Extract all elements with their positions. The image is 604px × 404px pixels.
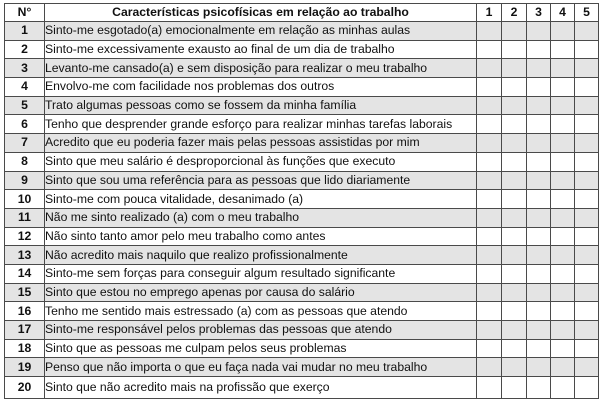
item-number: 20 (5, 377, 45, 399)
score-cell-5[interactable] (575, 302, 599, 321)
score-cell-3[interactable] (527, 246, 551, 265)
score-cell-3[interactable] (527, 115, 551, 134)
score-cell-3[interactable] (527, 377, 551, 399)
score-cell-3[interactable] (527, 171, 551, 190)
item-statement: Sinto que estou no emprego apenas por causa do salário (45, 283, 477, 302)
score-cell-3[interactable] (527, 22, 551, 41)
score-cell-5[interactable] (575, 264, 599, 283)
item-number: 12 (5, 227, 45, 246)
table-row (5, 96, 599, 115)
score-cell-3[interactable] (527, 227, 551, 246)
item-number: 16 (5, 302, 45, 321)
item-statement: Não acredito mais naquilo que realizo profissionalmente (45, 246, 477, 265)
item-number: 8 (5, 152, 45, 171)
item-number: 4 (5, 78, 45, 97)
score-cell-1[interactable] (477, 246, 502, 265)
score-cell-2[interactable] (502, 190, 527, 209)
score-cell-2[interactable] (502, 152, 527, 171)
table-row (5, 78, 599, 97)
item-number: 15 (5, 283, 45, 302)
header-scale-5: 5 (575, 4, 599, 22)
item-statement: Tenho que desprender grande esforço para realizar minhas tarefas laborais (45, 115, 477, 134)
score-cell-1[interactable] (477, 96, 502, 115)
score-cell-5[interactable] (575, 358, 599, 377)
score-cell-1[interactable] (477, 377, 502, 399)
score-cell-3[interactable] (527, 321, 551, 340)
survey-body (5, 22, 599, 399)
score-cell-2[interactable] (502, 377, 527, 399)
table-row (5, 22, 599, 41)
score-cell-3[interactable] (527, 264, 551, 283)
score-cell-4[interactable] (551, 96, 575, 115)
table-row (5, 283, 599, 302)
score-cell-1[interactable] (477, 283, 502, 302)
item-statement: Sinto-me com pouca vitalidade, desanimado (a) (45, 190, 477, 209)
score-cell-3[interactable] (527, 339, 551, 358)
score-cell-3[interactable] (527, 40, 551, 59)
score-cell-2[interactable] (502, 78, 527, 97)
item-statement: Sinto que sou uma referência para as pessoas que lido diariamente (45, 171, 477, 190)
score-cell-1[interactable] (477, 152, 502, 171)
score-cell-5[interactable] (575, 227, 599, 246)
score-cell-5[interactable] (575, 59, 599, 78)
table-row (5, 208, 599, 227)
item-number: 11 (5, 208, 45, 227)
survey-table-container (4, 3, 599, 399)
score-cell-4[interactable] (551, 208, 575, 227)
score-cell-4[interactable] (551, 339, 575, 358)
score-cell-1[interactable] (477, 208, 502, 227)
header-scale-1: 1 (477, 4, 502, 22)
item-number: 9 (5, 171, 45, 190)
item-statement: Envolvo-me com facilidade nos problemas dos outros (45, 78, 477, 97)
table-row (5, 339, 599, 358)
table-row (5, 115, 599, 134)
score-cell-5[interactable] (575, 40, 599, 59)
item-number: 18 (5, 339, 45, 358)
score-cell-2[interactable] (502, 302, 527, 321)
table-row (5, 40, 599, 59)
item-number: 6 (5, 115, 45, 134)
table-row (5, 264, 599, 283)
score-cell-1[interactable] (477, 59, 502, 78)
item-statement: Sinto que meu salário é desproporcional às funções que executo (45, 152, 477, 171)
score-cell-5[interactable] (575, 171, 599, 190)
score-cell-4[interactable] (551, 190, 575, 209)
item-number: 10 (5, 190, 45, 209)
score-cell-4[interactable] (551, 321, 575, 340)
score-cell-5[interactable] (575, 152, 599, 171)
table-row (5, 171, 599, 190)
score-cell-1[interactable] (477, 171, 502, 190)
item-statement: Sinto-me sem forças para conseguir algum resultado significante (45, 264, 477, 283)
table-row (5, 358, 599, 377)
item-number: 17 (5, 321, 45, 340)
score-cell-3[interactable] (527, 152, 551, 171)
item-number: 13 (5, 246, 45, 265)
score-cell-4[interactable] (551, 358, 575, 377)
header-scale-4: 4 (551, 4, 575, 22)
score-cell-5[interactable] (575, 78, 599, 97)
item-statement: Trato algumas pessoas como se fossem da minha família (45, 96, 477, 115)
score-cell-2[interactable] (502, 227, 527, 246)
score-cell-4[interactable] (551, 78, 575, 97)
score-cell-5[interactable] (575, 283, 599, 302)
item-number: 5 (5, 96, 45, 115)
header-title: Características psicofísicas em relação ao trabalho (45, 4, 477, 22)
score-cell-2[interactable] (502, 134, 527, 153)
score-cell-4[interactable] (551, 246, 575, 265)
score-cell-2[interactable] (502, 59, 527, 78)
score-cell-1[interactable] (477, 134, 502, 153)
score-cell-3[interactable] (527, 358, 551, 377)
score-cell-4[interactable] (551, 302, 575, 321)
score-cell-5[interactable] (575, 22, 599, 41)
item-number: 19 (5, 358, 45, 377)
score-cell-1[interactable] (477, 339, 502, 358)
score-cell-3[interactable] (527, 190, 551, 209)
score-cell-2[interactable] (502, 264, 527, 283)
score-cell-2[interactable] (502, 40, 527, 59)
score-cell-4[interactable] (551, 283, 575, 302)
score-cell-4[interactable] (551, 134, 575, 153)
item-number: 2 (5, 40, 45, 59)
table-row (5, 246, 599, 265)
score-cell-2[interactable] (502, 246, 527, 265)
score-cell-1[interactable] (477, 264, 502, 283)
score-cell-5[interactable] (575, 339, 599, 358)
header-row (5, 4, 599, 22)
score-cell-3[interactable] (527, 78, 551, 97)
score-cell-5[interactable] (575, 208, 599, 227)
psychophysical-survey-table (4, 3, 599, 399)
item-statement: Sinto que não acredito mais na profissão que exerço (45, 377, 477, 399)
item-statement: Levanto-me cansado(a) e sem disposição para realizar o meu trabalho (45, 59, 477, 78)
item-statement: Sinto-me esgotado(a) emocionalmente em relação as minhas aulas (45, 22, 477, 41)
score-cell-1[interactable] (477, 358, 502, 377)
table-row (5, 134, 599, 153)
score-cell-2[interactable] (502, 22, 527, 41)
score-cell-2[interactable] (502, 358, 527, 377)
score-cell-4[interactable] (551, 115, 575, 134)
item-statement: Sinto-me excessivamente exausto ao final de um dia de trabalho (45, 40, 477, 59)
score-cell-4[interactable] (551, 227, 575, 246)
score-cell-3[interactable] (527, 283, 551, 302)
table-row (5, 302, 599, 321)
score-cell-4[interactable] (551, 152, 575, 171)
score-cell-5[interactable] (575, 321, 599, 340)
score-cell-5[interactable] (575, 115, 599, 134)
score-cell-3[interactable] (527, 302, 551, 321)
table-row (5, 227, 599, 246)
score-cell-5[interactable] (575, 96, 599, 115)
table-row (5, 321, 599, 340)
score-cell-1[interactable] (477, 302, 502, 321)
item-statement: Não me sinto realizado (a) com o meu trabalho (45, 208, 477, 227)
score-cell-4[interactable] (551, 377, 575, 399)
score-cell-2[interactable] (502, 96, 527, 115)
table-row (5, 190, 599, 209)
header-number: N° (5, 4, 45, 22)
item-number: 14 (5, 264, 45, 283)
score-cell-3[interactable] (527, 96, 551, 115)
score-cell-1[interactable] (477, 40, 502, 59)
score-cell-4[interactable] (551, 171, 575, 190)
score-cell-5[interactable] (575, 190, 599, 209)
score-cell-5[interactable] (575, 246, 599, 265)
score-cell-2[interactable] (502, 208, 527, 227)
score-cell-1[interactable] (477, 78, 502, 97)
score-cell-2[interactable] (502, 321, 527, 340)
score-cell-2[interactable] (502, 339, 527, 358)
score-cell-5[interactable] (575, 377, 599, 399)
item-number: 1 (5, 22, 45, 41)
score-cell-4[interactable] (551, 40, 575, 59)
score-cell-3[interactable] (527, 208, 551, 227)
score-cell-5[interactable] (575, 134, 599, 153)
item-number: 7 (5, 134, 45, 153)
table-row (5, 152, 599, 171)
table-row (5, 59, 599, 78)
header-scale-2: 2 (502, 4, 527, 22)
score-cell-1[interactable] (477, 190, 502, 209)
score-cell-1[interactable] (477, 115, 502, 134)
score-cell-4[interactable] (551, 59, 575, 78)
item-statement: Tenho me sentido mais estressado (a) com as pessoas que atendo (45, 302, 477, 321)
score-cell-2[interactable] (502, 115, 527, 134)
score-cell-1[interactable] (477, 22, 502, 41)
score-cell-2[interactable] (502, 283, 527, 302)
score-cell-3[interactable] (527, 59, 551, 78)
score-cell-4[interactable] (551, 264, 575, 283)
score-cell-1[interactable] (477, 227, 502, 246)
score-cell-3[interactable] (527, 134, 551, 153)
score-cell-4[interactable] (551, 22, 575, 41)
score-cell-2[interactable] (502, 171, 527, 190)
table-row (5, 377, 599, 399)
item-number: 3 (5, 59, 45, 78)
item-statement: Acredito que eu poderia fazer mais pelas pessoas assistidas por mim (45, 134, 477, 153)
score-cell-1[interactable] (477, 321, 502, 340)
item-statement: Não sinto tanto amor pelo meu trabalho como antes (45, 227, 477, 246)
item-statement: Sinto que as pessoas me culpam pelos seus problemas (45, 339, 477, 358)
item-statement: Sinto-me responsável pelos problemas das pessoas que atendo (45, 321, 477, 340)
item-statement: Penso que não importa o que eu faça nada vai mudar no meu trabalho (45, 358, 477, 377)
header-scale-3: 3 (527, 4, 551, 22)
